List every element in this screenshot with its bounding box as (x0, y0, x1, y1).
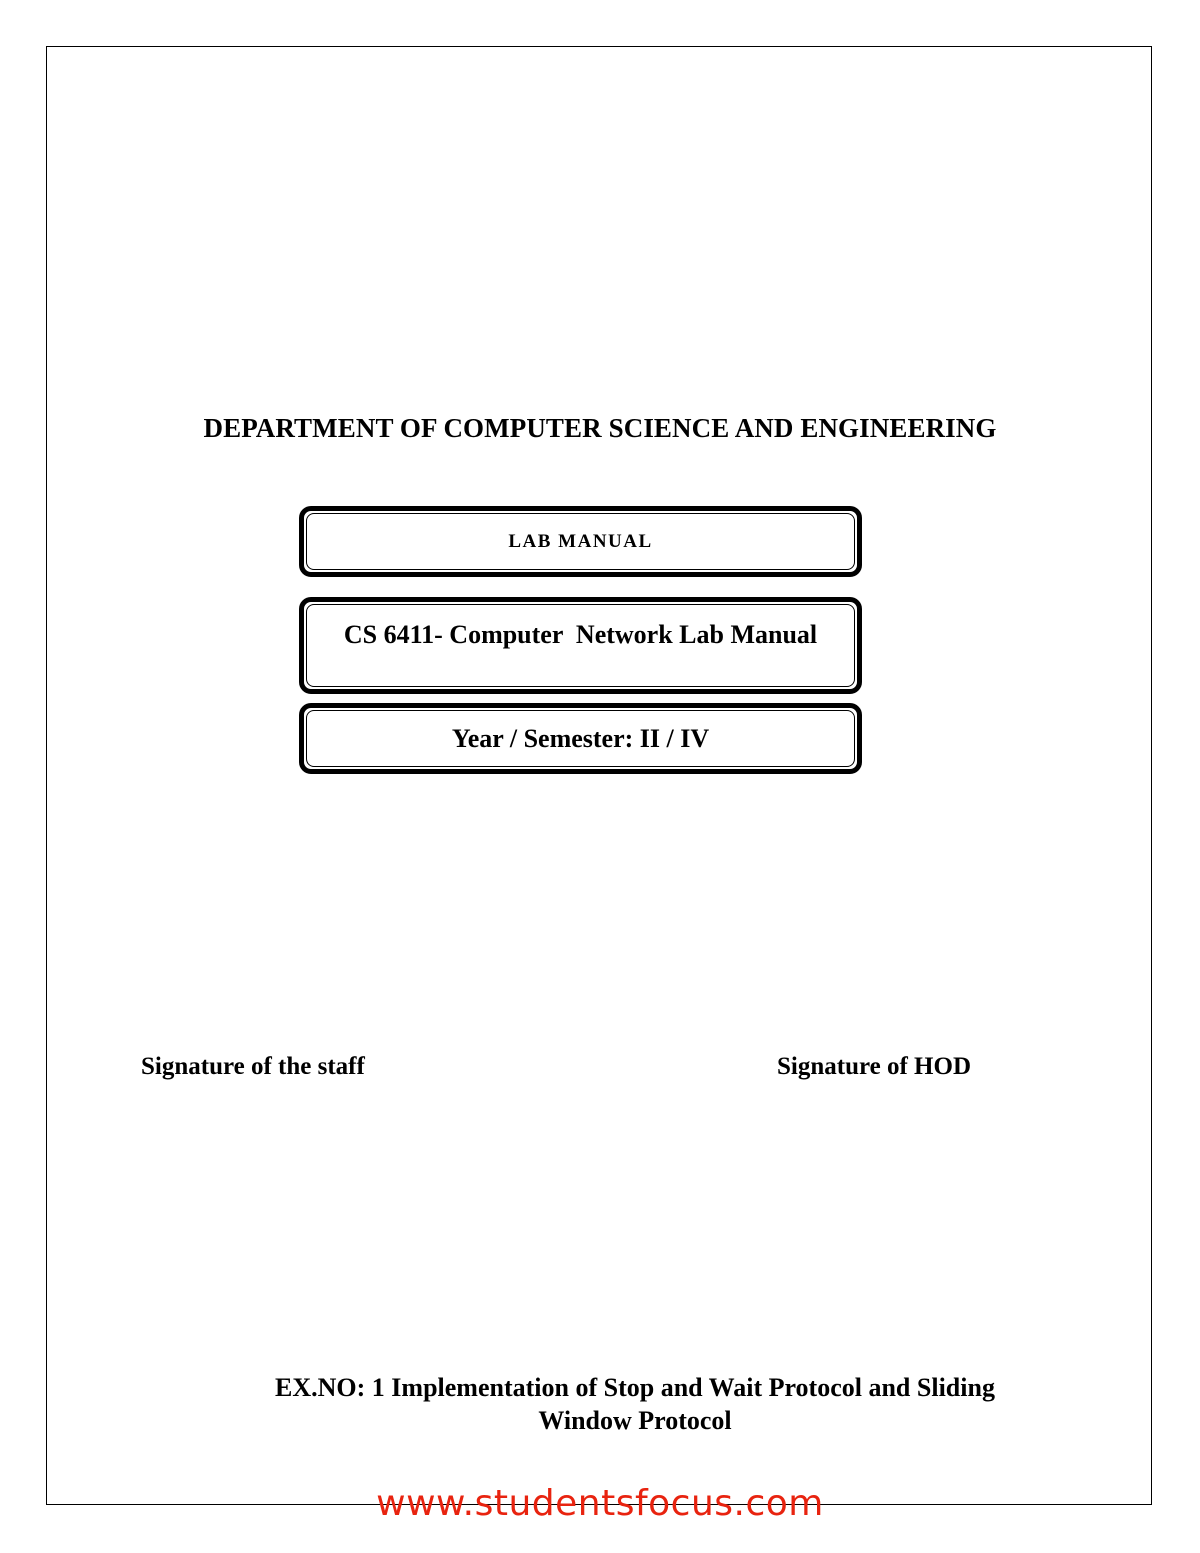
course-title: CS 6411- Computer Network Lab Manual (343, 620, 818, 649)
course-title-box (299, 597, 862, 694)
exercise-title-line-2: Window Protocol (538, 1406, 732, 1435)
year-semester-label: Year / Semester: II / IV (451, 724, 710, 753)
website-watermark: www.studentsfocus.com (376, 1483, 824, 1524)
exercise-title (250, 1371, 1020, 1437)
hod-signature-label: Signature of HOD (777, 1053, 971, 1080)
exercise-title-line-1: EX.NO: 1 Implementation of Stop and Wait Protocol and Sliding (275, 1373, 995, 1402)
page-border (46, 46, 1152, 1505)
lab-manual-label: LAB MANUAL (508, 531, 653, 552)
staff-signature-label: Signature of the staff (141, 1053, 365, 1080)
department-heading: DEPARTMENT OF COMPUTER SCIENCE AND ENGINEERING (203, 413, 997, 443)
lab-manual-box (299, 506, 862, 577)
year-semester-box (299, 703, 862, 774)
